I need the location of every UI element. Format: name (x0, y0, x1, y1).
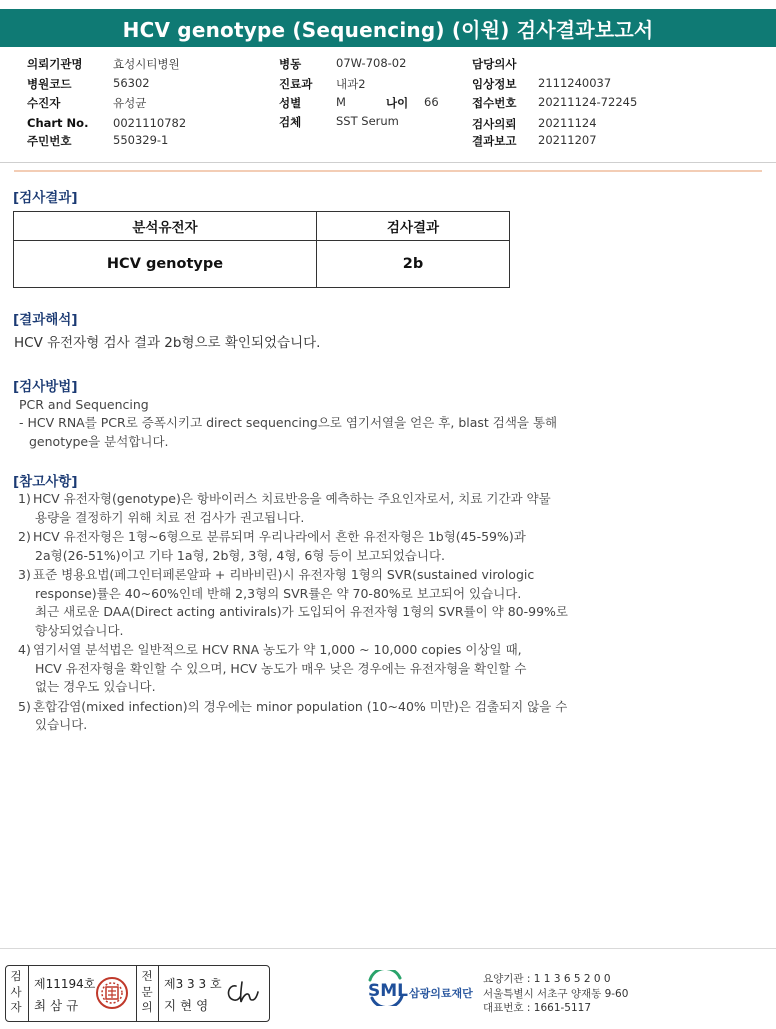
ref-line: 없는 경우도 있습니다. (35, 679, 156, 694)
patient-info (0, 56, 776, 156)
ref-line: 염기서열 분석법은 일반적으로 HCV RNA 농도가 약 1,000 ~ 10,000 copies 이상일 때, (33, 642, 522, 657)
ref-number: 2) (18, 529, 31, 544)
list-item (18, 698, 658, 735)
list-item (18, 641, 658, 697)
tester-license: 제11194호 (34, 977, 96, 991)
list-item (18, 528, 658, 565)
tester-label: 검사자 (10, 969, 22, 1014)
section-title-reference: [참고사항] (13, 474, 78, 490)
value-specimen: SST Serum (336, 114, 399, 128)
label-resident-number: 주민번호 (27, 134, 72, 148)
value-resident-number: 550329-1 (113, 133, 169, 147)
org-code: 요양기관 : 1 1 3 6 5 2 0 0 (483, 973, 611, 985)
footer-divider (0, 948, 776, 949)
value-age: 66 (424, 95, 439, 109)
section-title-interpretation: [결과해석] (13, 312, 78, 328)
org-info (483, 972, 628, 1016)
ref-line: 표준 병용요법(페그인터페론알파 + 리바비린)시 유전자형 1형의 SVR(sustained virologic (33, 567, 535, 582)
result-table-header-row (14, 212, 510, 241)
value-request-date: 20211124 (538, 116, 597, 130)
label-requesting-institution: 의뢰기관명 (27, 57, 83, 71)
seal-stamp-icon (94, 975, 130, 1011)
value-patient-name: 유성균 (113, 96, 147, 110)
label-department: 진료과 (279, 77, 313, 91)
tester-name: 최 삼 규 (34, 998, 79, 1013)
divider (158, 966, 159, 1021)
org-phone: 대표번호 : 1661-5117 (483, 1002, 592, 1014)
value-hospital-code: 56302 (113, 76, 150, 90)
report-title: HCV genotype (Sequencing) (이원) 검사결과보고서 (0, 9, 776, 47)
label-patient-name: 수진자 (27, 96, 61, 110)
label-ward: 병동 (279, 57, 302, 71)
interpretation-text: HCV 유전자형 검사 결과 2b형으로 확인되었습니다. (14, 335, 321, 351)
value-report-date: 20211207 (538, 133, 597, 147)
ref-line: 있습니다. (35, 717, 88, 732)
ref-number: 1) (18, 491, 31, 506)
value-sex: M (336, 95, 346, 109)
ref-line: HCV 유전자형(genotype)은 항바이러스 치료반응을 예측하는 주요인자로서, 치료 기간과 약물 (33, 491, 551, 506)
label-age: 나이 (386, 96, 409, 110)
reference-list (18, 490, 658, 736)
reviewer-label: 전문의 (141, 969, 153, 1014)
divider (136, 966, 137, 1021)
ref-number: 4) (18, 642, 31, 657)
cell-result: 2b (317, 241, 510, 288)
value-ward: 07W-708-02 (336, 56, 407, 70)
value-department: 내과2 (336, 77, 366, 91)
label-receipt-number: 접수번호 (472, 96, 517, 110)
result-table (13, 211, 510, 288)
signature-icon (222, 978, 262, 1008)
cell-analyte: HCV genotype (14, 241, 317, 288)
list-item (18, 566, 658, 640)
reviewer-name: 지 현 영 (164, 998, 209, 1013)
ref-number: 3) (18, 567, 31, 582)
ref-number: 5) (18, 698, 31, 714)
accent-divider (14, 170, 762, 172)
ref-line: 2a형(26-51%)이고 기타 1a형, 2b형, 3형, 4형, 6형 등이 보고되었습니다. (35, 547, 446, 563)
header-result: 검사결과 (317, 212, 510, 241)
label-clinical-info: 임상정보 (472, 77, 517, 91)
reviewer-license: 제3 3 3 호 (164, 977, 222, 991)
ref-line: response)률은 40~60%인데 반해 2,3형의 SVR률은 약 70-80%로 보고되어 있습니다. (35, 585, 522, 601)
label-report-date: 결과보고 (472, 134, 517, 148)
method-line-3: genotype을 분석합니다. (29, 434, 169, 449)
section-title-result: [검사결과] (13, 190, 78, 206)
org-name: 삼광의료재단 (409, 987, 473, 1000)
value-clinical-info: 2111240037 (538, 76, 612, 90)
label-specimen: 검체 (279, 115, 302, 129)
value-requesting-institution: 효성시티병원 (113, 57, 180, 71)
ref-line: 혼합감염(mixed infection)의 경우에는 minor population (10~40% 미만)은 검출되지 않을 수 (33, 698, 568, 714)
ref-line: 용량을 결정하기 위해 치료 전 검사가 권고됩니다. (35, 509, 305, 525)
table-row (14, 241, 510, 288)
label-sex: 성별 (279, 96, 302, 110)
method-line-1: PCR and Sequencing (19, 397, 149, 412)
sml-logo (366, 970, 486, 1010)
label-doctor: 담당의사 (472, 57, 517, 71)
section-title-method: [검사방법] (13, 379, 78, 395)
method-line-2: - HCV RNA를 PCR로 증폭시키고 direct sequencing으로 염기서열을 얻은 후, blast 검색을 통해 (19, 415, 558, 430)
ref-line: HCV 유전자형을 확인할 수 있으며, HCV 농도가 매우 낮은 경우에는 유전자형을 확인할 수 (35, 660, 527, 676)
divider (28, 966, 29, 1021)
label-request-date: 검사의뢰 (472, 117, 517, 131)
label-hospital-code: 병원코드 (27, 77, 72, 91)
value-chart-no: 0021110782 (113, 116, 187, 130)
signature-box (5, 965, 270, 1022)
ref-line: 향상되었습니다. (35, 622, 124, 638)
ref-line: 최근 새로운 DAA(Direct acting antivirals)가 도입되어 유전자형 1형의 SVR률이 약 80-99%로 (35, 604, 568, 619)
list-item (18, 490, 658, 527)
org-address: 서울특별시 서초구 양재동 9-60 (483, 987, 629, 1000)
label-chart-no: Chart No. (27, 116, 89, 130)
ref-line: HCV 유전자형은 1형~6형으로 분류되며 우리나라에서 흔한 유전자형은 1b형(45-59%)과 (33, 529, 526, 544)
logo-text: SML (368, 981, 408, 1001)
divider (0, 162, 776, 163)
value-receipt-number: 20211124-72245 (538, 95, 638, 109)
header-analyte: 분석유전자 (14, 212, 317, 241)
